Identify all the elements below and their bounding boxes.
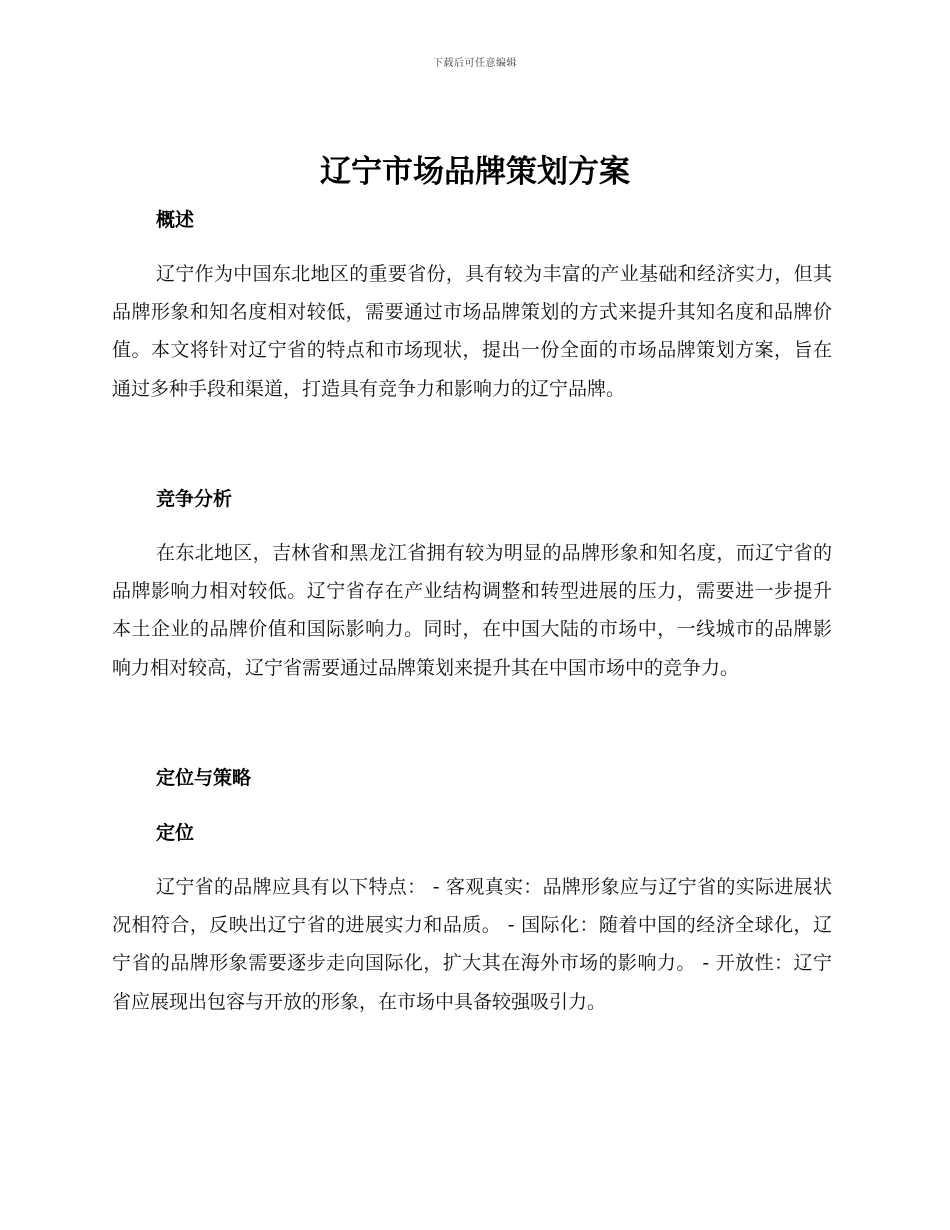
paragraph-overview: 辽宁作为中国东北地区的重要省份，具有较为丰富的产业基础和经济实力，但其品牌形象和知名度相对较低，需要通过市场品牌策划的方式来提升其知名度和品牌价值。本文将针对辽宁省的特点和市场现状，提出一份全面的市场品牌策划方案，旨在通过多种手段和渠道，打造具有竞争力和影响力的辽宁品牌。 bbox=[112, 263, 832, 400]
paragraph-positioning: 辽宁省的品牌应具有以下特点： - 客观真实：品牌形象应与辽宁省的实际进展状况相符合，反映出辽宁省的进展实力和品质。 - 国际化：随着中国的经济全球化，辽宁省的品牌形象需要逐步走向国际化，扩大其在海外市场的影响力。 - 开放性：辽宁省应展现出包容与开放的形象，在市场中具备较强吸引力。 bbox=[112, 876, 832, 1013]
section-heading-positioning: 定位 bbox=[156, 822, 195, 844]
page-header-watermark: 下载后可任意编辑 bbox=[433, 58, 517, 69]
section-heading-competition-analysis: 竞争分析 bbox=[156, 488, 233, 510]
section-heading-positioning-strategy: 定位与策略 bbox=[156, 767, 252, 789]
section-heading-overview: 概述 bbox=[156, 209, 195, 231]
document-title: 辽宁市场品牌策划方案 bbox=[320, 154, 630, 190]
paragraph-competition-analysis: 在东北地区，吉林省和黑龙江省拥有较为明显的品牌形象和知名度，而辽宁省的品牌影响力相对较低。辽宁省存在产业结构调整和转型进展的压力，需要进一步提升本土企业的品牌价值和国际影响力。同时，在中国大陆的市场中，一线城市的品牌影响力相对较高，辽宁省需要通过品牌策划来提升其在中国市场中的竞争力。 bbox=[112, 542, 832, 679]
